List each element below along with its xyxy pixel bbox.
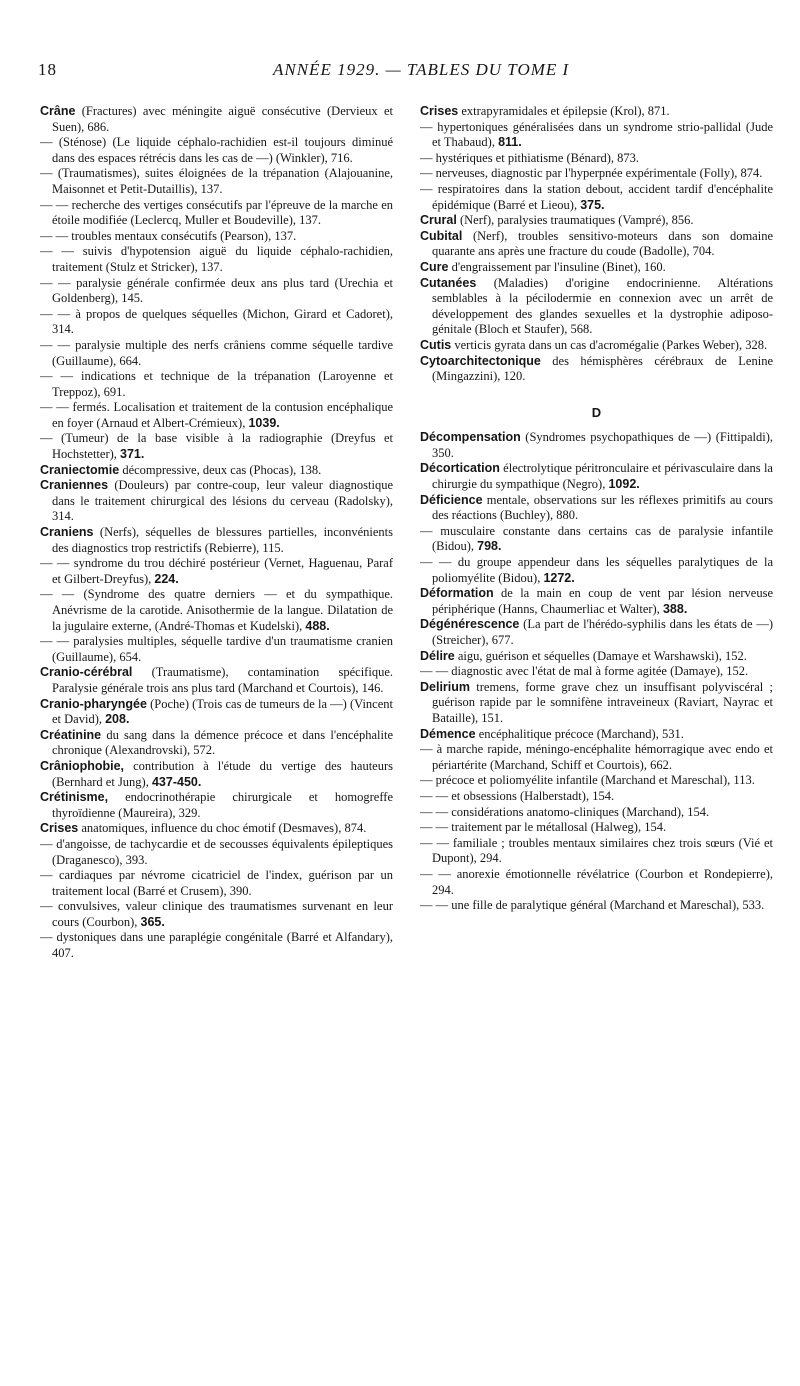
index-entry (40, 728, 393, 759)
entry-page-bold: 1092. (608, 477, 640, 492)
entry-page-bold: 365. (140, 914, 165, 929)
entry-headword: Déformation (420, 586, 494, 601)
entry-headword: Cranio-pharyngée (40, 696, 147, 711)
entry-text: — — considérations anatomo-cliniques (Marchand), 154. (420, 804, 710, 819)
index-entry (420, 727, 773, 743)
entry-text: — dystoniques dans une paraplégie congénitale (Barré et Alfandary), 407. (40, 930, 393, 961)
index-entry (40, 665, 393, 696)
entry-headword: Cure (420, 259, 449, 274)
entry-text: (Nerf), troubles sensitivo-moteurs dans son domaine quarante ans après une fracture du coude (Badolle), 704. (432, 228, 773, 259)
entry-headword: Déficience (420, 492, 483, 507)
entry-text: extrapyramidales et épilepsie (Krol), 871. (458, 104, 670, 118)
entry-text: (Traumatisme), contamination spécifique. Paralysie générale trois ans plus tard (Marchand et Courtois), 146. (52, 665, 393, 695)
index-entry (40, 400, 393, 431)
entry-headword: Délire (420, 648, 455, 663)
index-entry (420, 820, 773, 836)
entry-headword: Crural (420, 213, 457, 228)
entry-page-bold: 798. (477, 539, 502, 554)
index-entry (40, 431, 393, 462)
entry-headword: Craniennes (40, 478, 109, 493)
entry-page: 686. (87, 119, 110, 134)
index-entry (420, 680, 773, 727)
index-entry (420, 120, 773, 151)
entry-text: des hémisphères cérébraux de Lenine (Mingazzini), 120. (432, 353, 773, 384)
index-entry (40, 930, 393, 961)
entry-text: — — troubles mentaux consécutifs (Pearson), 137. (40, 228, 297, 243)
index-entry (40, 104, 393, 135)
entry-text: — convulsives, valeur clinique des traumatismes survenant en leur cours (Courbon), (40, 899, 393, 929)
entry-text: — — suivis d'hypotension aiguë du liquide céphalo-rachidien, traitement (Stulz et Stricker), 137. (40, 244, 393, 274)
entry-page-bold: 1272. (543, 570, 575, 585)
index-entry (420, 104, 773, 120)
section-letter-d: D (591, 404, 602, 420)
entry-text: verticis gyrata dans un cas d'acromégalie (Parkes Weber), 328. (451, 337, 768, 352)
index-entry (40, 759, 393, 790)
index-entry (40, 868, 393, 899)
entry-headword: Crétinisme, (40, 790, 109, 805)
index-entry (420, 151, 773, 167)
entry-text: anatomiques, influence du choc émotif (Desmaves), 874. (78, 821, 367, 836)
index-entry (420, 430, 773, 461)
entry-text: (Maladies) d'origine endocrinienne. Altérations semblables à la pécilodermie en connexion avec un arrêt de développement des glandes sexuelles et la dystrophie adiposo-génitale (Bloch et Staufer), 568. (432, 275, 773, 337)
index-entry (420, 586, 773, 617)
index-entry (40, 899, 393, 930)
entry-text: endocrinothérapie chirurgicale et homogreffe thyroïdienne (Maureira), 329. (52, 790, 393, 820)
index-entry (40, 478, 393, 525)
index-entry (40, 135, 393, 166)
index-entry (40, 634, 393, 665)
index-entry (40, 587, 393, 634)
index-entry (420, 524, 773, 555)
entry-headword: Cutis (420, 337, 452, 352)
entry-text: (Nerfs), séquelles de blessures partielles, inconvénients des diagnostics trop restrictifs (Rebierre), 115. (52, 525, 393, 555)
entry-page-bold: 208. (105, 712, 130, 727)
entry-text: — — diagnostic avec l'état de mal à forme agitée (Damaye), 152. (420, 664, 749, 679)
entry-text: — — et obsessions (Halberstadt), 154. (420, 788, 615, 803)
entry-text: — — du groupe appendeur dans les séquelles paralytiques de la poliomyélite (Bidou), (420, 555, 773, 585)
entry-text: (Nerf), paralysies traumatiques (Vampré), 856. (456, 213, 694, 228)
index-entry (420, 867, 773, 898)
entry-headword: Cubital (420, 228, 463, 243)
entry-text: mentale, observations sur les réflexes primitifs au cours des réactions (Buchley), 880. (432, 492, 773, 523)
index-entry (40, 244, 393, 275)
entry-text: — d'angoisse, de tachycardie et de secousses équivalents épileptiques (Draganesco), 393. (40, 836, 393, 867)
entry-text: d'engraissement par l'insuline (Binet), 160. (448, 259, 666, 274)
entry-headword: Dégénérescence (420, 617, 520, 632)
entry-text: — — paralysie générale confirmée deux ans plus tard (Urechia et Goldenberg), 145. (40, 275, 393, 306)
entry-text: tremens, forme grave chez un insuffisant polyviscéral ; guérison rapide par le somnifène intraveineux (Raviart, Nayrac et Bataille), 151. (432, 679, 773, 725)
entry-page-bold: 488. (305, 618, 330, 633)
entry-headword: Crâniophobie, (40, 758, 125, 773)
right-column (420, 104, 773, 1364)
index-entry (40, 307, 393, 338)
index-entry (40, 821, 393, 837)
entry-text: aigu, guérison et séquelles (Damaye et Warshawski), 152. (454, 648, 747, 663)
entry-headword: Décompensation (420, 430, 521, 445)
index-entry (420, 805, 773, 821)
index-entry (420, 555, 773, 586)
index-entry (420, 836, 773, 867)
entry-text: — — paralysie multiple des nerfs crâniens comme séquelle tardive (Guillaume), 664. (40, 337, 393, 368)
index-entry (420, 213, 773, 229)
index-entry (420, 461, 773, 492)
index-entry (420, 664, 773, 680)
entry-page-bold: 371. (120, 447, 145, 462)
entry-text: (Syndromes psychopathiques de —) (Fittipaldi), 350. (432, 430, 773, 460)
entry-text: (Poche) (Trois cas de tumeurs de la —) (Vincent et David), (52, 696, 393, 727)
entry-text: contribution à l'étude du vertige des hauteurs (Bernhard et Jung), (52, 758, 393, 789)
entry-headword: Delirium (420, 679, 471, 694)
entry-page-bold: 1039. (248, 415, 280, 430)
running-title: ANNÉE 1929. — TABLES DU TOME I (273, 60, 570, 79)
index-entry (40, 338, 393, 369)
entry-text: — précoce et poliomyélite infantile (Marchand et Mareschal), 113. (420, 773, 755, 788)
entry-text: — (Tumeur) de la base visible à la radiographie (Dreyfus et Hochstetter), (40, 431, 393, 462)
entry-headword: Crises (40, 821, 79, 836)
entry-headword: Cranio-cérébral (40, 665, 133, 680)
entry-text: encéphalitique précoce (Marchand), 531. (475, 726, 684, 741)
entry-text: — — paralysies multiples, séquelle tardive d'un traumatisme cranien (Guillaume), 654. (40, 634, 393, 664)
index-entry (420, 182, 773, 213)
index-entry (420, 229, 773, 260)
index-entry (420, 789, 773, 805)
index-entry (420, 493, 773, 524)
index-entry (40, 229, 393, 245)
index-entry (420, 276, 773, 338)
entry-text: — — familiale ; troubles mentaux similaires chez trois sœurs (Vié et Dupont), 294. (420, 835, 773, 866)
index-entry (420, 649, 773, 665)
entry-text: (Fractures) avec méningite aiguë consécutive (Dervieux et Suen), (52, 104, 393, 134)
index-entry (420, 898, 773, 914)
entry-text: (La part de l'hérédo-syphilis dans les états de —) (Streicher), 677. (432, 617, 773, 647)
entry-text: — — recherche des vertiges consécutifs par l'épreuve de la marche en étoile modifiée (Leclercq, Muller et Boudeville), 137. (40, 197, 393, 228)
entry-headword: Crises (420, 104, 459, 118)
entry-text: — nerveuses, diagnostic par l'hyperpnée expérimentale (Folly), 874. (420, 166, 763, 181)
entry-text: — (Sténose) (Le liquide céphalo-rachidien est-il toujours diminué dans des espaces rétrécis dans les cas de —) (Winkler), 716. (40, 135, 393, 165)
entry-text: — musculaire constante dans certains cas de paralysie infantile (Bidou), (420, 523, 773, 554)
entry-text: — — à propos de quelques séquelles (Michon, Girard et Cadoret), 314. (40, 306, 393, 337)
entry-page-bold: 437-450. (151, 774, 202, 789)
entry-headword: Cytoarchitectonique (420, 353, 541, 368)
entry-headword: Crâne (40, 104, 76, 118)
entry-text: — — traitement par le métallosal (Halweg), 154. (420, 820, 667, 835)
entry-page-bold: 811. (498, 135, 522, 150)
entry-text: — — syndrome du trou déchiré postérieur (Vernet, Haguenau, Paraf et Gilbert-Dreyfus), (40, 556, 393, 586)
entry-text: — — une fille de paralytique général (Marchand et Mareschal), 533. (420, 898, 765, 913)
index-entry (420, 166, 773, 182)
index-entry (420, 354, 773, 385)
index-entry (40, 837, 393, 868)
entry-text: électrolytique péritronculaire et périvasculaire dans la chirurgie du sympathique (Negro), (432, 461, 773, 492)
entry-text: — hypertoniques généralisées dans un syndrome strio-pallidal (Jude et Thabaud), (420, 119, 773, 150)
entry-headword: Craniectomie (40, 462, 120, 477)
index-entry (420, 260, 773, 276)
entry-text: — cardiaques par névrome cicatriciel de l'index, guérison par un traitement local (Barré et Crusem), 390. (40, 868, 393, 898)
index-entry (40, 166, 393, 197)
entry-text: — respiratoires dans la station debout, accident tardif d'encéphalite épidémique (Barré et Lieou), (420, 181, 773, 212)
entry-text: — — indications et technique de la trépanation (Laroyenne et Treppoz), 691. (40, 369, 393, 399)
entry-text: de la main en coup de vent par lésion nerveuse périphérique (Hanns, Chaumerliac et Walter), (432, 586, 773, 616)
page-header (38, 60, 778, 90)
index-entry (40, 790, 393, 821)
entry-text: — — (Syndrome des quatre derniers — et du sympathique. Anévrisme de la carotide. Anisothermie de la langue. Dilatation de la jugulaire externe, (André-Thomas et Kudelski), (40, 587, 393, 633)
entry-page-bold: 388. (662, 601, 688, 616)
entry-text: — — anorexie émotionnelle révélatrice (Courbon et Rondepierre), 294. (420, 866, 773, 897)
entry-text: (Douleurs) par contre-coup, leur valeur diagnostique dans le traitement chirurgical des lésions du cerveau (Radolsky), 314. (52, 478, 393, 524)
entry-text: — à marche rapide, méningo-encéphalite hémorragique avec endo et périartérite (Marchand, Schiff et Courtois), 662. (420, 742, 773, 772)
index-entry (40, 697, 393, 728)
entry-text: — hystériques et pithiatisme (Bénard), 873. (420, 150, 640, 165)
entry-headword: Craniens (40, 525, 94, 540)
entry-headword: Créatinine (40, 727, 102, 742)
page-number: 18 (38, 60, 57, 79)
entry-headword: Cutanées (420, 275, 477, 290)
entry-text: — (Traumatismes), suites éloignées de la trépanation (Alajouanine, Maisonnet et Petit-Dutaillis), 137. (40, 166, 393, 196)
entry-page-bold: 224. (154, 571, 179, 586)
entry-headword: Décortication (420, 461, 500, 476)
index-entry (40, 463, 393, 479)
entry-text: décompressive, deux cas (Phocas), 138. (119, 462, 322, 477)
entry-text: — — fermés. Localisation et traitement de la contusion encéphalique en foyer (Arnaud et Albert-Crémieux), (40, 400, 393, 430)
index-entry (420, 773, 773, 789)
index-entry (420, 617, 773, 648)
index-entry (40, 276, 393, 307)
index-entry (40, 369, 393, 400)
entry-headword: Démence (420, 726, 476, 741)
left-column (40, 104, 393, 1364)
index-entry (40, 198, 393, 229)
index-entry (420, 338, 773, 354)
index-entry (40, 556, 393, 587)
entry-page-bold: 375. (580, 197, 605, 212)
index-entry (420, 742, 773, 773)
index-entry (40, 525, 393, 556)
entry-text: du sang dans la démence précoce et dans l'encéphalite chronique (Alexandrovski), 572. (52, 727, 393, 758)
